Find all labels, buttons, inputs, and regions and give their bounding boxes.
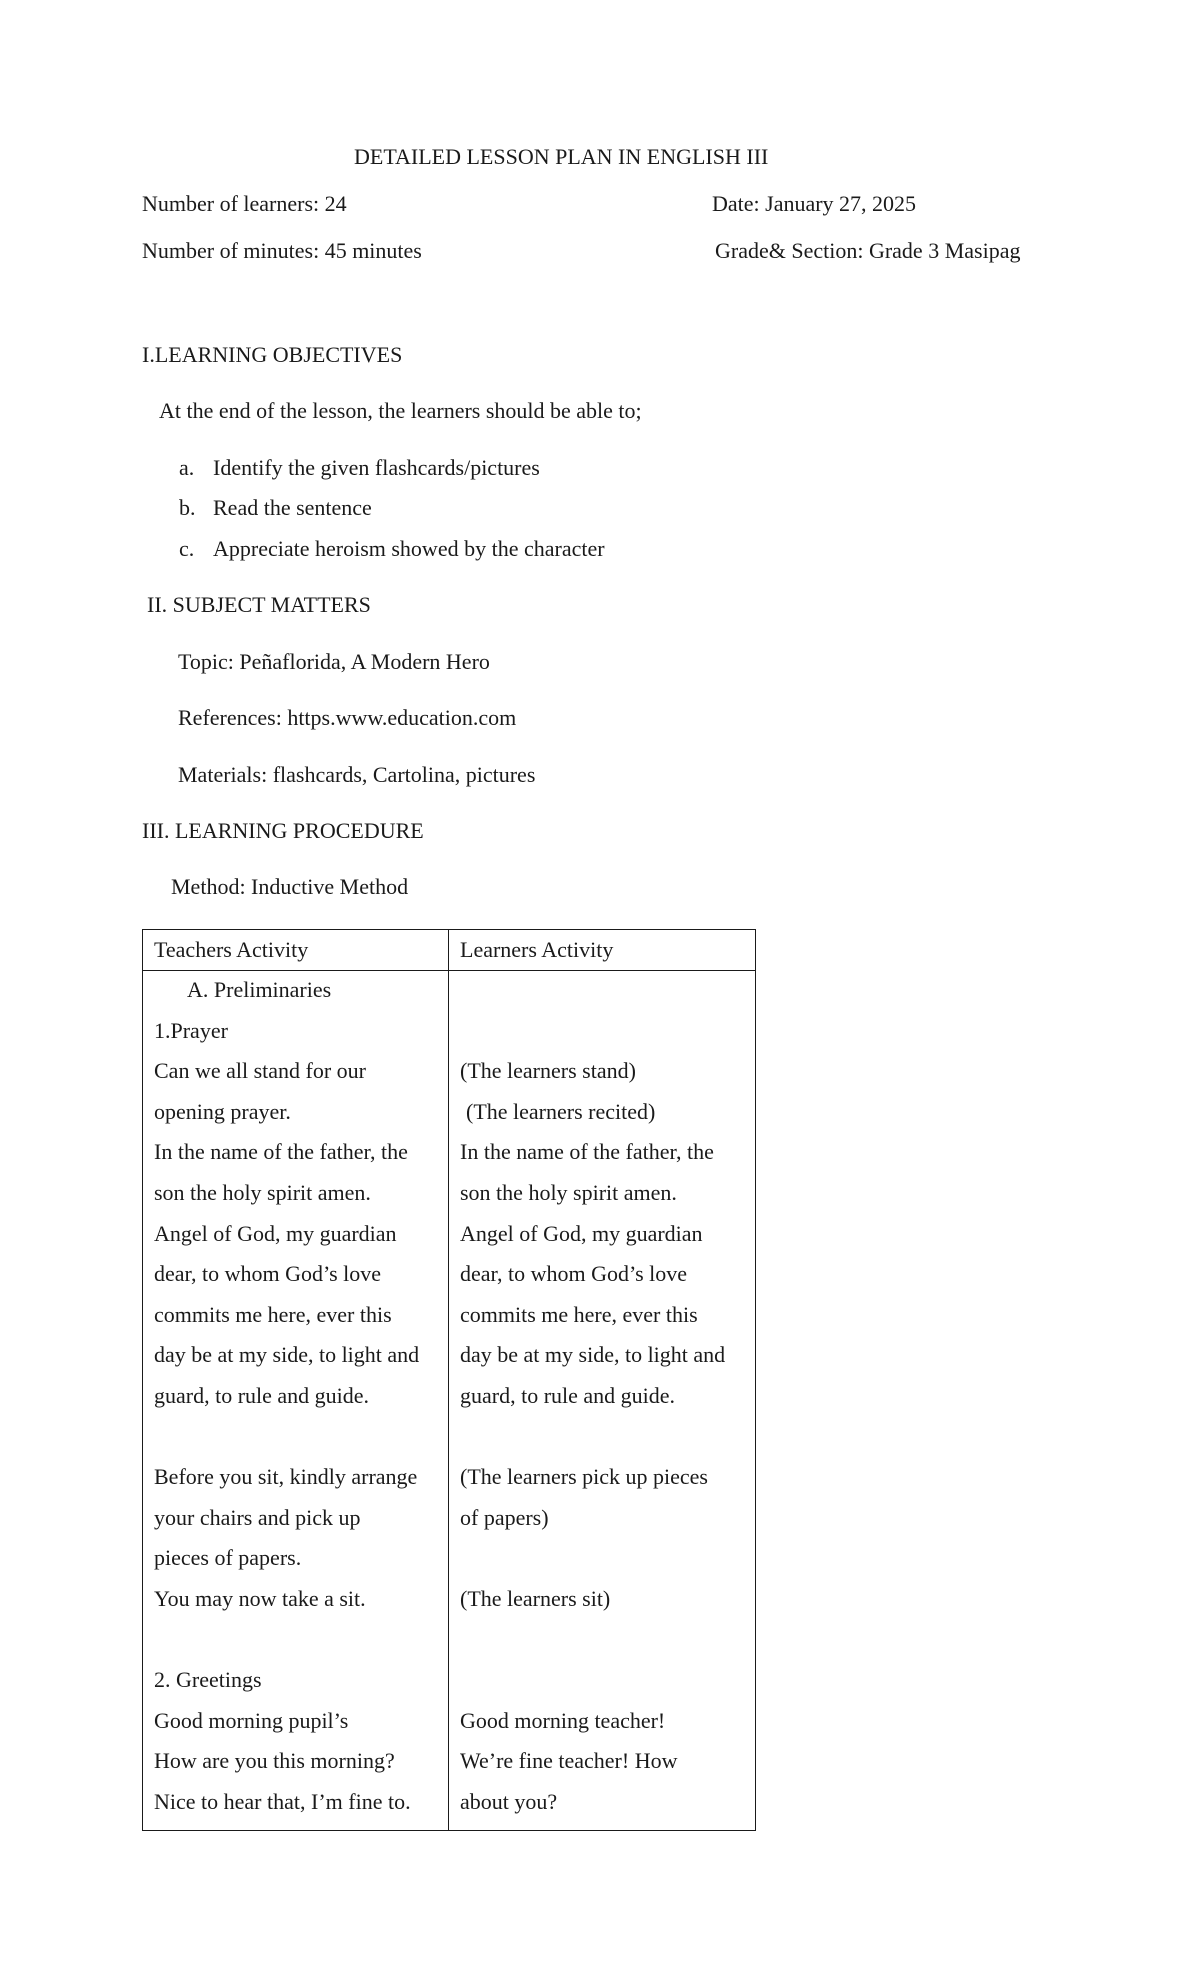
objective-item: Read the sentence xyxy=(213,495,372,520)
subject-materials: Materials: flashcards, Cartolina, pictures xyxy=(178,762,536,787)
activity-table xyxy=(142,929,756,1831)
learner-line: son the holy spirit amen. xyxy=(460,1179,677,1205)
learner-line: (The learners stand) xyxy=(460,1058,636,1084)
learner-line: Good morning teacher! xyxy=(460,1707,666,1733)
learner-line: (The learners recited) xyxy=(466,1098,656,1124)
teacher-line: pieces of papers. xyxy=(154,1545,302,1571)
objectives-heading: I.LEARNING OBJECTIVES xyxy=(142,342,403,367)
objective-marker: b. xyxy=(179,495,196,520)
teacher-line: You may now take a sit. xyxy=(154,1585,366,1611)
grade-section: Grade& Section: Grade 3 Masipag xyxy=(715,238,1021,263)
learner-line xyxy=(460,1011,725,1052)
teacher-line: A. Preliminaries xyxy=(187,977,332,1002)
subject-topic: Topic: Peñaflorida, A Modern Hero xyxy=(178,649,490,674)
learner-line: of papers) xyxy=(460,1504,549,1530)
learner-line xyxy=(460,970,725,1011)
learner-line xyxy=(460,1620,725,1661)
teacher-line: Can we all stand for our xyxy=(154,1058,366,1084)
objectives-intro: At the end of the lesson, the learners should be able to; xyxy=(159,398,642,423)
number-of-learners: Number of learners: 24 xyxy=(142,191,347,216)
learner-line: day be at my side, to light and xyxy=(460,1342,726,1368)
learner-line: guard, to rule and guide. xyxy=(460,1382,676,1408)
number-of-minutes: Number of minutes: 45 minutes xyxy=(142,238,422,263)
teacher-line: your chairs and pick up xyxy=(154,1504,361,1530)
teacher-line xyxy=(154,1417,419,1458)
learner-line: dear, to whom God’s love xyxy=(460,1261,688,1287)
subject-heading: II. SUBJECT MATTERS xyxy=(147,592,371,617)
learners-activity-header: Learners Activity xyxy=(460,937,614,962)
teacher-line: dear, to whom God’s love xyxy=(154,1261,382,1287)
objective-marker: a. xyxy=(179,455,195,480)
subject-references: References: https.www.education.com xyxy=(178,705,517,730)
teacher-line: guard, to rule and guide. xyxy=(154,1382,370,1408)
teacher-line: Before you sit, kindly arrange xyxy=(154,1464,418,1490)
learner-line xyxy=(460,1538,725,1579)
objective-marker: c. xyxy=(179,536,195,561)
objective-item: Identify the given flashcards/pictures xyxy=(213,455,540,480)
table-column-divider xyxy=(448,930,449,1830)
teacher-line: son the holy spirit amen. xyxy=(154,1179,371,1205)
teachers-activity-column xyxy=(154,970,419,1822)
procedure-method: Method: Inductive Method xyxy=(171,874,409,899)
teacher-line: In the name of the father, the xyxy=(154,1139,408,1165)
lesson-date: Date: January 27, 2025 xyxy=(712,191,917,216)
learner-line: (The learners pick up pieces xyxy=(460,1464,708,1490)
teacher-line: Good morning pupil’s xyxy=(154,1707,349,1733)
teacher-line: day be at my side, to light and xyxy=(154,1342,420,1368)
learner-line: We’re fine teacher! How xyxy=(460,1748,678,1774)
learner-line: about you? xyxy=(460,1788,558,1814)
learner-line: Angel of God, my guardian xyxy=(460,1220,703,1246)
teacher-line: How are you this morning? xyxy=(154,1748,395,1774)
teachers-activity-header: Teachers Activity xyxy=(154,937,309,962)
procedure-heading: III. LEARNING PROCEDURE xyxy=(142,818,424,843)
teacher-line: opening prayer. xyxy=(154,1098,291,1124)
document-title: DETAILED LESSON PLAN IN ENGLISH III xyxy=(354,144,769,169)
learners-activity-column xyxy=(460,970,725,1822)
teacher-line: 1.Prayer xyxy=(154,1017,228,1043)
learner-line xyxy=(460,1417,725,1458)
learner-line: commits me here, ever this xyxy=(460,1301,698,1327)
learner-line: In the name of the father, the xyxy=(460,1139,714,1165)
teacher-line: commits me here, ever this xyxy=(154,1301,392,1327)
teacher-line: Nice to hear that, I’m fine to. xyxy=(154,1788,411,1814)
learner-line: (The learners sit) xyxy=(460,1585,611,1611)
objective-item: Appreciate heroism showed by the character xyxy=(213,536,605,561)
teacher-line xyxy=(154,1620,419,1661)
teacher-line: Angel of God, my guardian xyxy=(154,1220,397,1246)
teacher-line: 2. Greetings xyxy=(154,1667,262,1693)
learner-line xyxy=(460,1660,725,1701)
